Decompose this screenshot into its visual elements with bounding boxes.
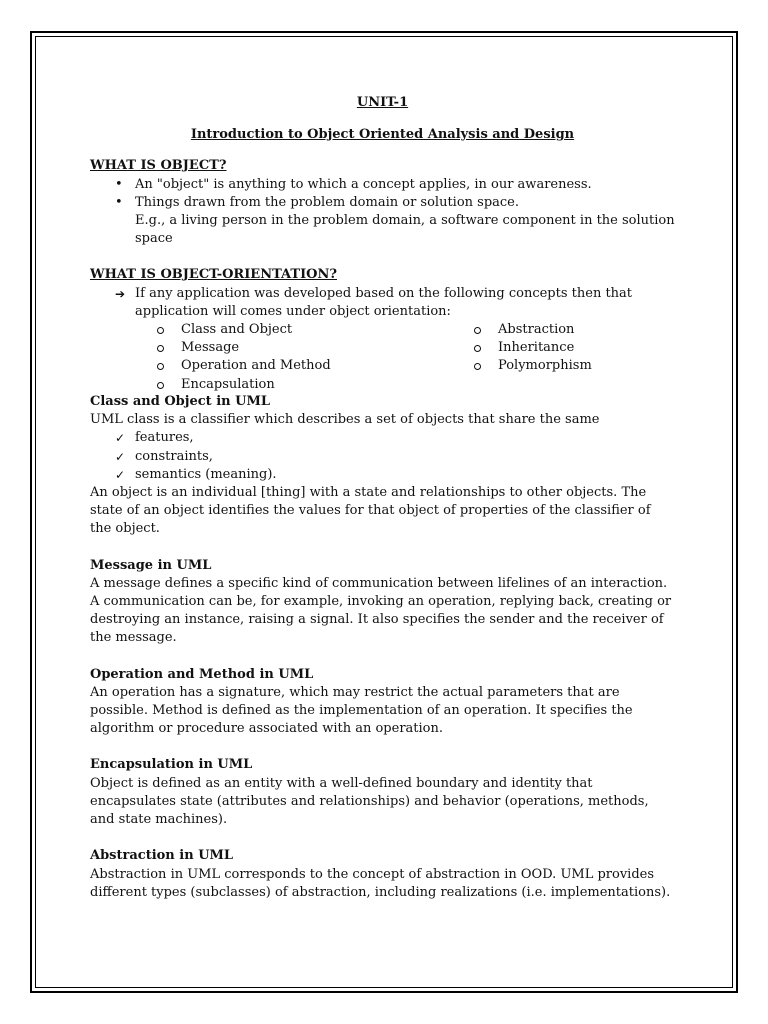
list-item: Operation and Method <box>157 357 331 375</box>
object-heading: WHAT IS OBJECT? <box>90 158 227 174</box>
concept-column-right <box>474 321 592 376</box>
checkmark-icon: ✓ <box>115 449 126 464</box>
class-heading: Class and Object in UML <box>90 394 270 410</box>
document-title: Introduction to Object Oriented Analysis and Design <box>190 127 575 143</box>
list-item: Inheritance <box>474 339 592 357</box>
list-item: Polymorphism <box>474 357 592 375</box>
circle-bullet-icon <box>157 345 164 352</box>
concept-list <box>90 321 675 393</box>
list-item: Class and Object <box>157 321 331 339</box>
object-example: E.g., a living person in the problem domain, a software component in the solution space <box>135 213 675 247</box>
circle-bullet-icon <box>474 327 481 334</box>
circle-bullet-icon <box>157 382 164 389</box>
operation-heading: Operation and Method in UML <box>90 666 314 682</box>
object-bullet-list <box>90 176 675 249</box>
operation-body: An operation has a signature, which may restrict the actual parameters that are possible. Method is defined as the implementation of an operation. It specifies the algorithm or procedure associated with an operation. <box>90 684 633 737</box>
list-item: ✓ features, <box>90 429 675 447</box>
concept-column-left <box>157 321 331 394</box>
abstraction-heading: Abstraction in UML <box>90 848 234 864</box>
circle-bullet-icon <box>157 363 164 370</box>
circle-bullet-icon <box>474 363 481 370</box>
message-body: A message defines a specific kind of communication between lifelines of an interaction. A communication can be, for example, invoking an operation, replying back, creating or destroying an instance, raising a signal. It also specifies the sender and the receiver of the message. <box>90 575 672 646</box>
list-item: • An "object" is anything to which a concept applies, in our awareness. <box>90 176 675 194</box>
encapsulation-heading: Encapsulation in UML <box>90 757 253 773</box>
list-item: ✓ constraints, <box>90 448 675 466</box>
list-item: Message <box>157 339 331 357</box>
unit-heading: UNIT-1 <box>356 95 409 110</box>
encapsulation-body: Object is defined as an entity with a well-defined boundary and identity that encapsulates state (attributes and relationships) and behavior (operations, methods, and state machines). <box>90 775 649 828</box>
document-content <box>90 94 675 902</box>
list-item: • Things drawn from the problem domain or solution space. E.g., a living person in the problem domain, a software component in the solution space <box>90 194 675 249</box>
checkmark-icon: ✓ <box>115 431 126 446</box>
list-item: ✓ semantics (meaning). <box>90 466 675 484</box>
list-item: Encapsulation <box>157 376 331 394</box>
class-body: An object is an individual [thing] with a state and relationships to other objects. The state of an object identifies the values for that object of properties of the classifier of the object. <box>90 485 651 537</box>
checkmark-icon: ✓ <box>115 467 126 482</box>
arrow-right-icon: ➔ <box>115 286 126 301</box>
abstraction-body: Abstraction in UML corresponds to the concept of abstraction in OOD. UML provides different types (subclasses) of abstraction, including realizations (i.e. implementations). <box>90 866 671 900</box>
circle-bullet-icon <box>157 327 164 334</box>
class-check-list <box>90 429 675 484</box>
list-item: Abstraction <box>474 321 592 339</box>
oo-heading: WHAT IS OBJECT-ORIENTATION? <box>90 267 338 283</box>
circle-bullet-icon <box>474 345 481 352</box>
oo-arrow-item: ➔ If any application was developed based on the following concepts then that application will comes under object orientation: <box>115 285 633 319</box>
class-intro: UML class is a classifier which describes a set of objects that share the same <box>90 412 600 428</box>
message-heading: Message in UML <box>90 557 212 573</box>
